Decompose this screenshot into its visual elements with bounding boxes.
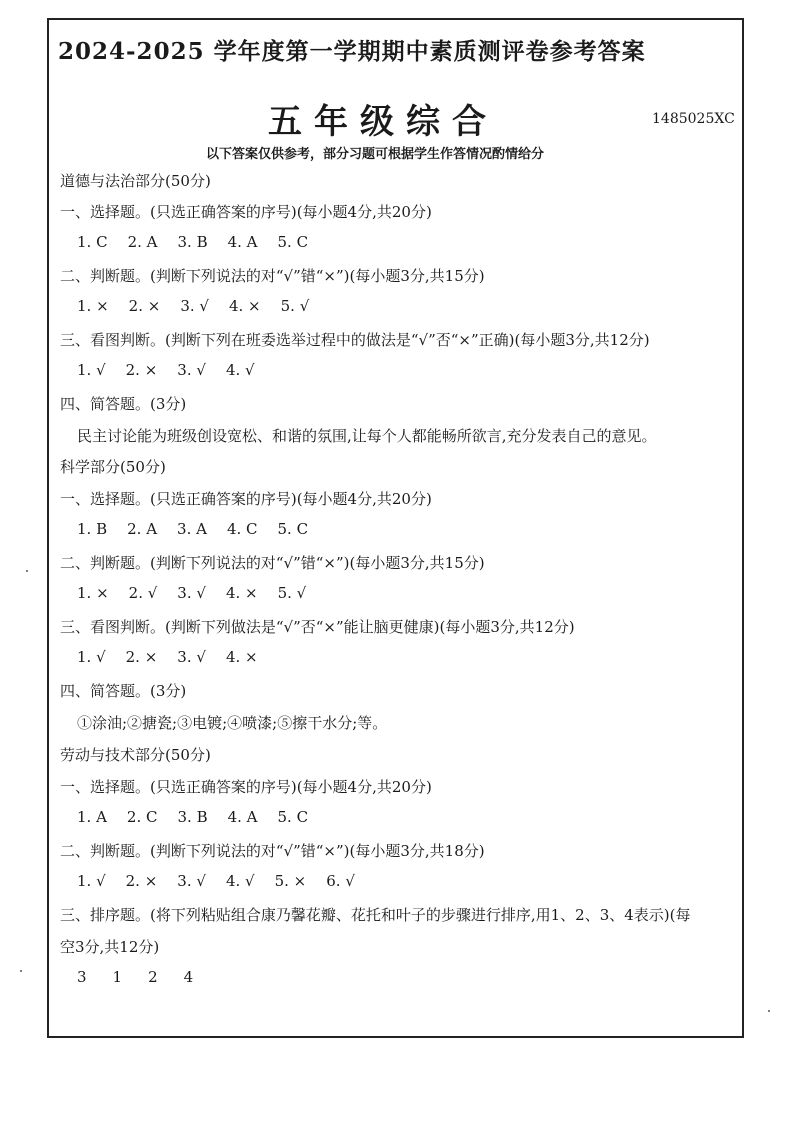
answer-item: 5. C bbox=[277, 233, 309, 251]
science-a4: ①涂油;②搪瓷;③电镀;④喷漆;⑤擦干水分;等。 bbox=[77, 714, 388, 732]
answer-item: 4. √ bbox=[225, 361, 255, 379]
answer-item: 1. × bbox=[77, 584, 109, 602]
science-q1: 一、选择题。(只选正确答案的序号)(每小题4分,共20分) bbox=[60, 490, 432, 508]
answer-item: 2. × bbox=[128, 297, 161, 315]
answer-item: 1. C bbox=[77, 233, 108, 251]
labor-section-title: 劳动与技术部分(50分) bbox=[60, 746, 211, 764]
answer-item: 3 bbox=[77, 968, 87, 986]
answer-item: 4. A bbox=[227, 233, 258, 251]
labor-q3-line2: 空3分,共12分) bbox=[60, 938, 160, 956]
answer-item: 3. √ bbox=[177, 872, 206, 890]
science-q2: 二、判断题。(判断下列说法的对“√”错“×”)(每小题3分,共15分) bbox=[60, 554, 485, 572]
science-q3: 三、看图判断。(判断下列做法是“√”否“×”能让脑更健康)(每小题3分,共12分) bbox=[60, 618, 575, 636]
answer-item: 3. √ bbox=[177, 361, 206, 379]
answer-item: 3. A bbox=[177, 520, 207, 538]
answer-item: 1. A bbox=[77, 808, 107, 826]
science-a2 bbox=[77, 584, 306, 602]
labor-a3 bbox=[77, 968, 193, 986]
answer-item: 2. C bbox=[126, 808, 158, 826]
answer-item: 5. C bbox=[277, 808, 309, 826]
labor-q3-line1: 三、排序题。(将下列粘贴组合康乃馨花瓣、花托和叶子的步骤进行排序,用1、2、3、4表示)(每 bbox=[60, 906, 691, 924]
subject-title: 五年级综合 bbox=[268, 102, 498, 142]
moral-q1: 一、选择题。(只选正确答案的序号)(每小题4分,共20分) bbox=[60, 203, 432, 221]
scan-speck bbox=[768, 1010, 770, 1012]
answer-item: 4. A bbox=[227, 808, 258, 826]
moral-section-title: 道德与法治部分(50分) bbox=[60, 172, 211, 190]
answer-item: 5. C bbox=[277, 520, 309, 538]
answer-item: 2 bbox=[148, 968, 158, 986]
answer-item: 3. √ bbox=[180, 297, 209, 315]
answer-item: 5. × bbox=[274, 872, 307, 890]
answer-item: 2. × bbox=[125, 648, 158, 666]
answer-item: 2. A bbox=[127, 520, 158, 538]
scan-speck bbox=[20, 970, 22, 972]
answer-item: 1. √ bbox=[77, 361, 106, 379]
labor-q2: 二、判断题。(判断下列说法的对“√”错“×”)(每小题3分,共18分) bbox=[60, 842, 485, 860]
answer-item: 3. √ bbox=[177, 648, 206, 666]
answer-item: 1. √ bbox=[77, 872, 106, 890]
answer-item: 4. C bbox=[226, 520, 258, 538]
labor-a2 bbox=[77, 872, 355, 890]
answer-item: 1. × bbox=[77, 297, 109, 315]
science-a3 bbox=[77, 648, 258, 666]
answer-item: 3. B bbox=[177, 808, 208, 826]
answer-item: 3. B bbox=[177, 233, 208, 251]
answer-item: 4 bbox=[183, 968, 194, 986]
science-a1 bbox=[77, 520, 308, 538]
science-q4: 四、简答题。(3分) bbox=[60, 682, 187, 700]
answer-item: 2. A bbox=[127, 233, 158, 251]
answer-note: 以下答案仅供参考，部分习题可根据学生作答情况酌情给分 bbox=[206, 147, 545, 162]
answer-item: 4. × bbox=[228, 297, 261, 315]
scan-speck bbox=[26, 570, 28, 572]
moral-a1 bbox=[77, 233, 308, 251]
exam-title: 2024-2025 学年度第一学期期中素质测评卷参考答案 bbox=[58, 38, 646, 65]
science-section-title: 科学部分(50分) bbox=[60, 458, 166, 476]
answer-item: 5. √ bbox=[277, 584, 307, 602]
answer-item: 1 bbox=[112, 968, 123, 986]
answer-item: 1. B bbox=[77, 520, 108, 538]
moral-a3 bbox=[77, 361, 255, 379]
answer-item: 6. √ bbox=[326, 872, 355, 890]
answer-item: 3. √ bbox=[177, 584, 206, 602]
answer-item: 4. × bbox=[225, 584, 258, 602]
moral-q4: 四、简答题。(3分) bbox=[60, 395, 187, 413]
labor-q1: 一、选择题。(只选正确答案的序号)(每小题4分,共20分) bbox=[60, 778, 432, 796]
moral-q3: 三、看图判断。(判断下列在班委选举过程中的做法是“√”否“×”正确)(每小题3分,共12分) bbox=[60, 331, 650, 349]
labor-a1 bbox=[77, 808, 308, 826]
moral-a4: 民主讨论能为班级创设宽松、和谐的氛围,让每个人都能畅所欲言,充分发表自己的意见。 bbox=[77, 427, 657, 445]
paper-code: 1485025XC bbox=[652, 111, 735, 127]
answer-item: 2. × bbox=[125, 361, 158, 379]
answer-item: 1. √ bbox=[77, 648, 106, 666]
answer-item: 5. √ bbox=[280, 297, 310, 315]
moral-q2: 二、判断题。(判断下列说法的对“√”错“×”)(每小题3分,共15分) bbox=[60, 267, 485, 285]
answer-item: 4. √ bbox=[225, 872, 255, 890]
answer-item: 2. √ bbox=[128, 584, 158, 602]
answer-item: 2. × bbox=[125, 872, 158, 890]
moral-a2 bbox=[77, 297, 309, 315]
answer-item: 4. × bbox=[225, 648, 258, 666]
